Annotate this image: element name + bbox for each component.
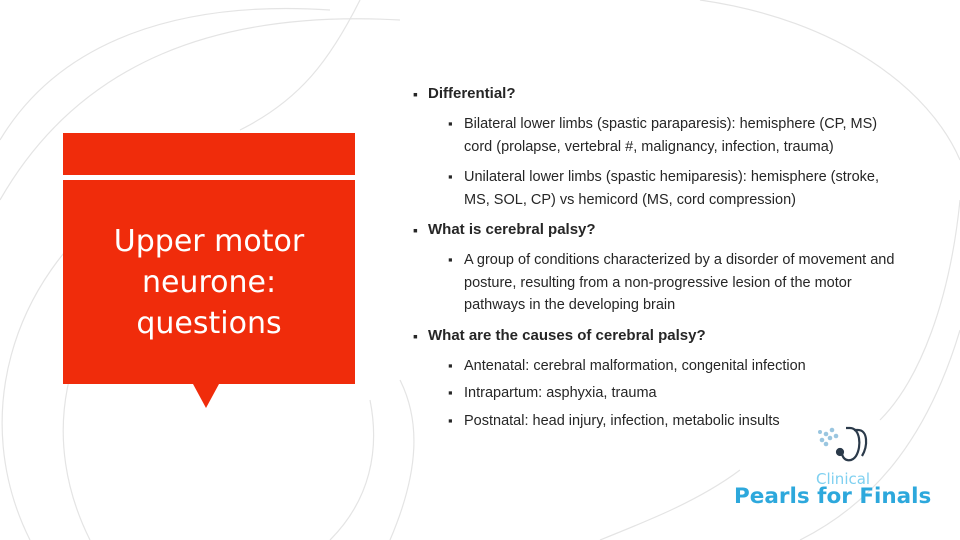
question-what-is-cp: ▪ What is cerebral palsy?: [413, 219, 903, 241]
bullet-postnatal: ▪ Postnatal: head injury, infection, metabolic insults: [413, 410, 903, 433]
stethoscope-icon: [816, 422, 876, 472]
question-causes: ▪ What are the causes of cerebral palsy?: [413, 325, 903, 347]
question-differential: ▪ Differential?: [413, 83, 903, 105]
bullet-intrapartum: ▪ Intrapartum: asphyxia, trauma: [413, 382, 903, 405]
logo-main-text: Pearls for Finals: [734, 484, 932, 509]
bullet-list: [413, 83, 903, 432]
bullet-antenatal: ▪ Antenatal: cerebral malformation, congenital infection: [413, 355, 903, 378]
bullet-cp-definition: ▪ A group of conditions characterized by a disorder of movement and posture, resulting from a non-progressive lesion of the motor pathways in the developing brain: [413, 249, 903, 317]
clinical-pearls-logo: [732, 422, 944, 512]
title-box-pointer: [193, 384, 219, 408]
title-box-band: [63, 175, 355, 180]
bullet-bilateral: ▪ Bilateral lower limbs (spastic paraparesis): hemisphere (CP, MS) cord (prolapse, vertebral #, malignancy, infection, trauma): [413, 113, 903, 158]
slide-title: Upper motor neurone: questions: [113, 224, 305, 341]
bullet-unilateral: ▪ Unilateral lower limbs (spastic hemiparesis): hemisphere (stroke, MS, SOL, CP) vs hemicord (MS, cord compression): [413, 166, 903, 211]
title-box: [63, 133, 355, 384]
logo-clinical-text: Clinical: [816, 470, 871, 488]
